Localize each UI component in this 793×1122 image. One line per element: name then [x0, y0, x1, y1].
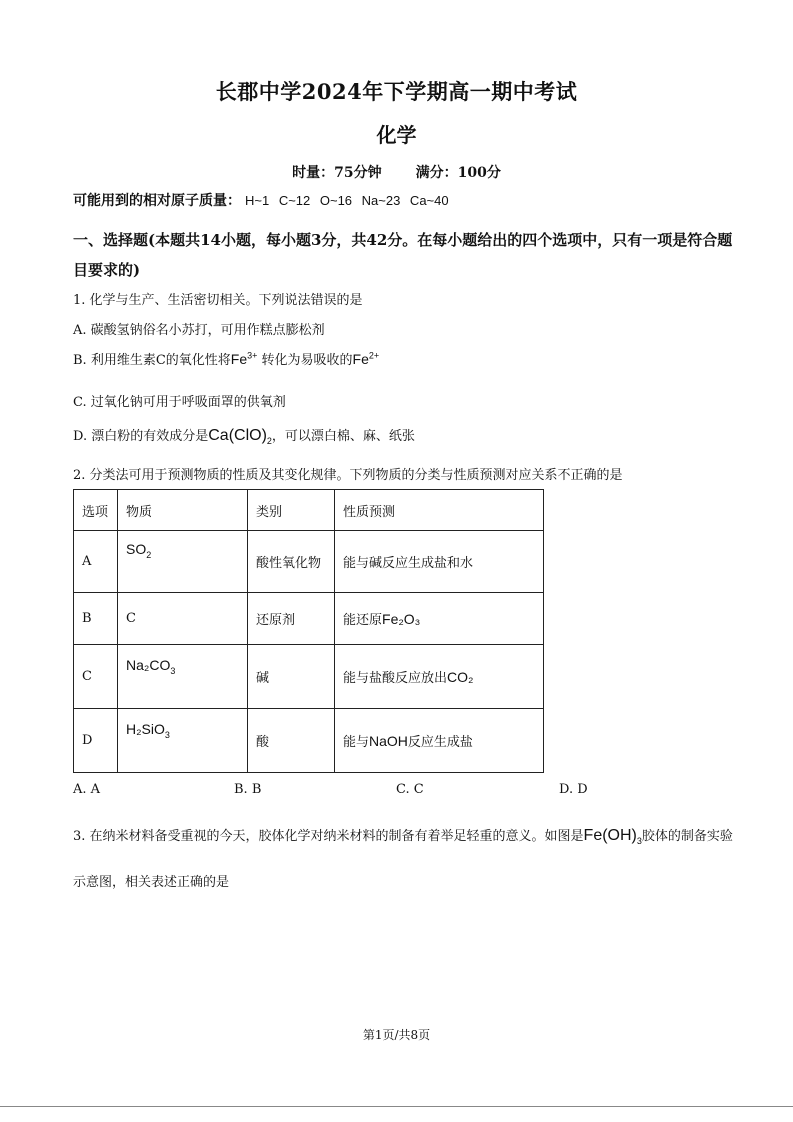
atomic-masses-values: H~1 C~12 O~16 Na~23 Ca~40	[245, 193, 449, 208]
exam-title: 长郡中学2024年下学期高一期中考试	[215, 79, 578, 104]
bottom-divider	[0, 1106, 793, 1107]
row-prediction	[335, 709, 544, 773]
prediction-tail: 反应生成盐	[407, 735, 473, 750]
ca-clo2-base: Ca(ClO)	[208, 427, 267, 444]
substance-base: SO	[126, 541, 147, 557]
row-category: 酸性氧化物	[248, 531, 335, 593]
row-substance	[118, 645, 248, 709]
substance-sub: 3	[164, 729, 170, 740]
fe2-symbol: Fe	[352, 351, 369, 367]
row-option: A	[74, 531, 118, 593]
feoh3-base: Fe(OH)	[583, 827, 637, 844]
fe3-symbol: Fe	[230, 351, 248, 367]
row-category: 还原剂	[248, 593, 335, 645]
row-option: C	[74, 645, 118, 709]
q3-stem	[73, 815, 733, 903]
fe2-ion	[353, 351, 380, 367]
table-row	[74, 645, 544, 709]
q2-answer-c: C. C	[396, 782, 424, 797]
q1-option-a: A. 碳酸氢钠俗名小苏打，可用作糕点膨松剂	[73, 323, 325, 338]
row-option: B	[74, 593, 118, 645]
table-row	[74, 593, 544, 645]
substance-formula	[126, 657, 176, 676]
row-substance	[118, 593, 248, 645]
atomic-masses-label: 可能用到的相对原子质量：	[73, 193, 241, 209]
substance-base: Na₂CO	[126, 657, 171, 673]
q1-stem: 1. 化学与生产、生活密切相关。下列说法错误的是	[73, 293, 363, 308]
feoh3-formula	[583, 827, 642, 847]
q1-option-b-pre: B. 利用维生素C的氧化性将	[73, 353, 231, 368]
header-option: 选项	[74, 490, 118, 531]
substance-base: C	[126, 611, 136, 626]
table-row	[74, 709, 544, 773]
substance-base: H₂SiO	[126, 721, 165, 737]
row-category: 碱	[248, 645, 335, 709]
substance-formula	[126, 541, 152, 560]
prediction-formula: NaOH	[369, 733, 408, 749]
row-option: D	[74, 709, 118, 773]
ca-clo2-formula	[208, 427, 272, 447]
atomic-masses	[73, 190, 449, 210]
q3-post: 胶体的制备实验示意图，相关表述正确的是	[73, 829, 733, 891]
header-substance: 物质	[118, 490, 248, 531]
exam-time: 时量：75分钟	[292, 165, 382, 181]
q1-option-b	[73, 349, 379, 368]
row-prediction	[335, 531, 544, 593]
fe3-charge: 3+	[247, 350, 258, 361]
row-substance	[118, 531, 248, 593]
prediction-text: 能与盐酸反应放出	[343, 671, 448, 686]
exam-info	[0, 162, 793, 182]
row-substance	[118, 709, 248, 773]
prediction-formula: CO₂	[447, 669, 474, 685]
table-row	[74, 531, 544, 593]
header-prediction: 性质预测	[335, 490, 544, 531]
q3-pre: 3. 在纳米材料备受重视的今天，胶体化学对纳米材料的制备有着举足轻重的意义。如图是	[73, 829, 584, 844]
q2-table	[73, 489, 544, 773]
row-prediction	[335, 645, 544, 709]
subject-title: 化学	[376, 123, 417, 147]
q2-answer-a: A. A	[73, 782, 101, 797]
q1-option-c: C. 过氧化钠可用于呼吸面罩的供氧剂	[73, 395, 286, 410]
q2-answer-d: D. D	[559, 782, 588, 797]
exam-score: 满分：100分	[415, 165, 501, 181]
prediction-text: 能还原	[343, 613, 383, 628]
q1-option-d-post: ，可以漂白棉、麻、纸张	[271, 429, 415, 444]
fe3-ion	[231, 351, 258, 367]
substance-formula	[126, 721, 170, 740]
table-header-row	[74, 490, 544, 531]
q1-option-d-pre: D. 漂白粉的有效成分是	[73, 429, 209, 444]
page-number: 第1页/共8页	[362, 1028, 431, 1042]
row-category: 酸	[248, 709, 335, 773]
q1-option-b-mid: 转化为易吸收的	[261, 353, 353, 368]
fe2-charge: 2+	[368, 350, 380, 361]
ca-clo2-sub: 2	[266, 436, 272, 447]
substance-sub: 2	[146, 549, 152, 560]
q1-option-d	[73, 425, 415, 446]
row-prediction	[335, 593, 544, 645]
header-category: 类别	[248, 490, 335, 531]
prediction-formula: Fe₂O₃	[382, 611, 421, 627]
q2-answer-b: B. B	[234, 782, 262, 797]
feoh3-sub: 3	[636, 836, 642, 847]
section-heading: 一、选择题(本题共14小题，每小题3分，共42分。在每小题给出的四个选项中，只有一项是符合题目要求的)	[73, 231, 733, 279]
prediction-text: 能与碱反应生成盐和水	[343, 556, 474, 571]
prediction-text: 能与	[343, 735, 370, 750]
q2-stem: 2. 分类法可用于预测物质的性质及其变化规律。下列物质的分类与性质预测对应关系不正确的是	[73, 468, 623, 483]
substance-sub: 3	[170, 665, 176, 676]
